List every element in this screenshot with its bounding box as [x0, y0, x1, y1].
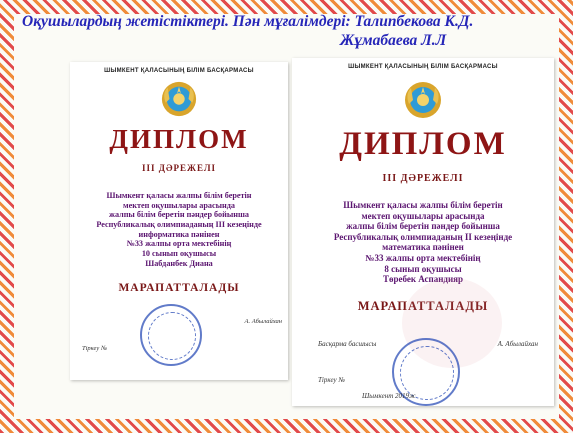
body-line: математика пәнінен [382, 242, 464, 253]
award-text: МАРАПАТТАЛАДЫ [118, 282, 240, 295]
diploma-left [70, 62, 288, 380]
body-line: 10 сынып оқушысы [141, 249, 217, 259]
diploma-body [70, 191, 288, 268]
department-name: ШЫМКЕНТ ҚАЛАСЫНЫҢ БІЛІМ БАСҚАРМАСЫ [104, 68, 254, 74]
header-line-1: Оқушылардың жетістіктері. Пән мұғалімдері: Талипбекова К.Д. [22, 13, 474, 30]
body-line: жалпы білім беретін пәндер бойынша [346, 221, 500, 232]
body-line: информатика пәнінен [138, 229, 220, 239]
registration-number: Тіркеу № [318, 376, 346, 384]
department-name: ШЫМКЕНТ ҚАЛАСЫНЫҢ БІЛІМ БАСҚАРМАСЫ [348, 64, 498, 70]
body-line: мектеп оқушылары арасында [123, 200, 235, 210]
body-line: Республикалық олимпиаданың ІІ кезеңінде [333, 231, 513, 242]
diploma-title: ДИПЛОМ [339, 126, 507, 162]
header-line-2: Жұмабаева Л.Л [340, 32, 447, 49]
diploma-body [292, 200, 554, 285]
kazakhstan-emblem-icon [160, 80, 198, 118]
student-name: Шабданбек Диана [145, 258, 213, 268]
signatory-name: А. Абылайхан [244, 318, 282, 325]
body-line: Шымкент қаласы жалпы білім беретін [106, 191, 252, 200]
body-line: мектеп оқушылары арасында [361, 210, 485, 221]
diploma-degree: ІІІ ДӘРЕЖЕЛІ [382, 173, 464, 184]
body-line: №33 жалпы орта мектебінің [126, 239, 232, 249]
diploma-right [292, 58, 554, 406]
signature-line [82, 318, 282, 325]
student-name: Төребек Аспандияр [382, 274, 464, 285]
body-line: Шымкент қаласы жалпы білім беретін [343, 200, 503, 210]
slide-header [22, 12, 552, 50]
signature-line [318, 340, 538, 348]
signatory-title: Басқарма басшысы [318, 340, 377, 348]
diploma-degree: ІІІ ДӘРЕЖЕЛІ [141, 163, 217, 173]
body-line: №33 жалпы орта мектебінің [365, 253, 481, 264]
official-seal-icon [140, 304, 202, 366]
kazakhstan-emblem-icon [403, 80, 443, 120]
diploma-title: ДИПЛОМ [109, 124, 249, 154]
signatory-name: А. Абылайхан [497, 340, 538, 348]
registration-number: Тіркеу № [82, 345, 108, 352]
city-year: Шымкент 2019ж [362, 392, 416, 400]
body-line: Республикалық олимпиаданың ІІІ кезеңінде [96, 220, 262, 230]
award-text: МАРАПАТТАЛАДЫ [357, 298, 489, 313]
body-line: 8 сынып оқушысы [384, 263, 462, 274]
body-line: жалпы білім беретін пәндер бойынша [109, 210, 249, 220]
